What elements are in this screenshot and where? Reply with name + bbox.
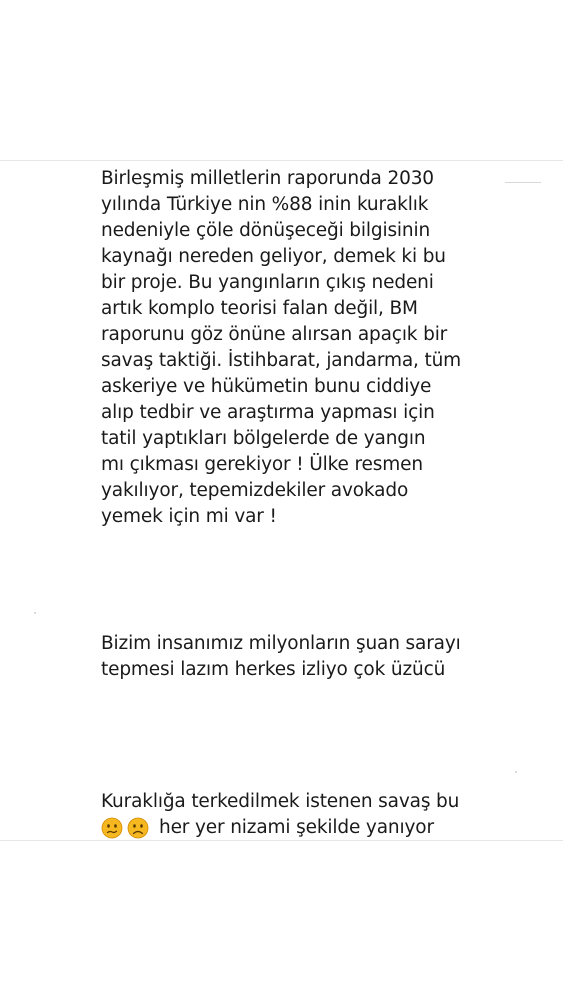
text-line: yılında Türkiye nin %88 inin kuraklık [101,194,429,215]
text-line: alıp tedbir ve araştırma yapması için [101,402,435,423]
frowning-face-icon [127,817,149,839]
speck [515,771,517,773]
text-line: yakılıyor, tepemizdekiler avokado [101,480,409,501]
text-line: tatil yaptıkları bölgelerde de yangın [101,428,426,449]
text-line: yemek için mi var ! [101,506,277,527]
top-divider [0,160,563,161]
paragraph-1 [101,166,521,530]
text-line: askeriye ve hükümetin bunu ciddiye [101,376,432,397]
text-line: savaş taktiği. İstihbarat, jandarma, tüm [101,350,462,371]
text-line: nedeniyle çöle dönüşeceği bilgisinin [101,220,431,241]
text-line: mı çıkması gerekiyor ! Ülke resmen [101,454,423,475]
text-line: Birleşmiş milletlerin raporunda 2030 [101,168,434,189]
text-line: Bizim insanımız milyonların şuan sarayı [101,633,461,654]
emoji-text-line [101,815,521,841]
paragraph-2 [101,631,521,683]
text-line: tepmesi lazım herkes izliyo çok üzücü [101,659,446,680]
text-line: artık komplo teorisi falan değil, BM [101,298,418,319]
text-line: her yer nizami şekilde yanıyor [159,817,434,838]
text-line: Kuraklığa terkedilmek istenen savaş bu [101,791,460,812]
speck [34,612,36,614]
text-line: kaynağı nereden geliyor, demek ki bu [101,246,446,267]
confused-face-icon [101,817,123,839]
text-line: raporunu göz önüne alırsan apaçık bir [101,324,448,345]
bottom-divider [0,840,563,841]
text-line: bir proje. Bu yangınların çıkış nedeni [101,272,434,293]
paragraph-3 [101,789,521,841]
